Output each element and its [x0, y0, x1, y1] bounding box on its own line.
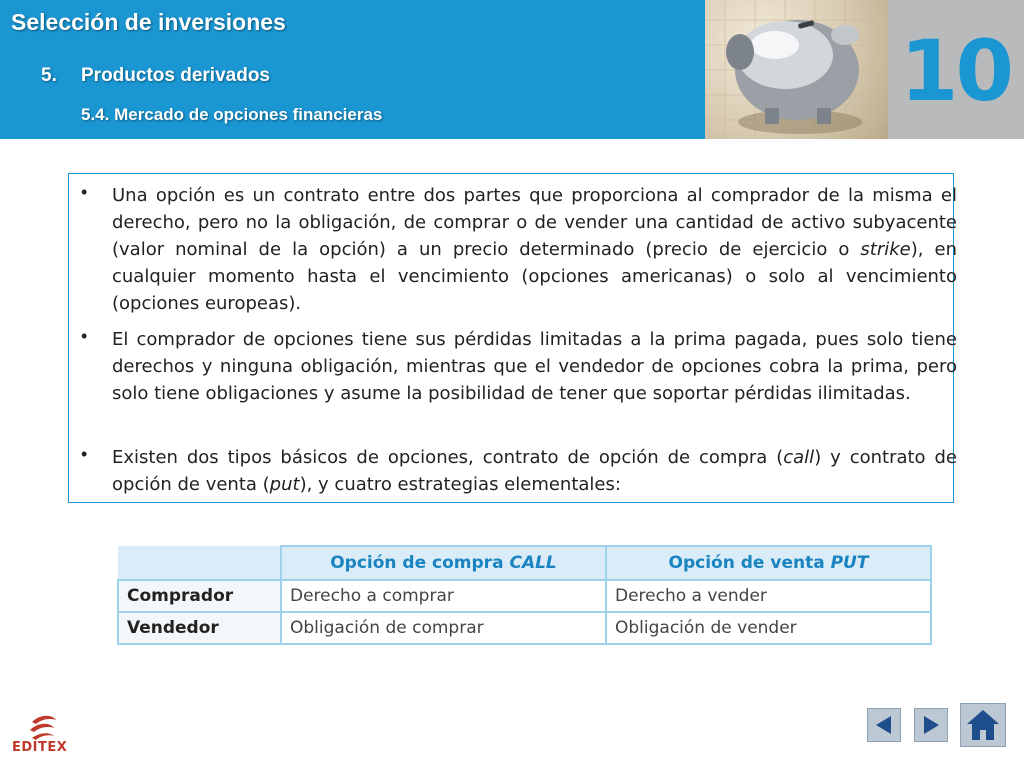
bullet-icon: •	[81, 444, 88, 464]
section-title: Productos derivados	[81, 65, 270, 86]
bullet-text: El comprador de opciones tiene sus pérdidas limitadas a la prima pagada, pues solo tiene derechos y ninguna obligación, mientras que el vendedor de opciones cobra la prima, pero solo tiene obligaciones y asume la posibilidad de tener que soportar pérdidas ilimitadas.	[112, 329, 957, 404]
chapter-number: 10	[900, 22, 1011, 120]
table-header-row	[118, 546, 931, 580]
options-table	[117, 545, 932, 645]
home-icon	[961, 704, 1005, 746]
header-banner	[0, 0, 705, 139]
table-cell: Derecho a vender	[606, 580, 931, 612]
table-cell: Obligación de comprar	[281, 612, 606, 644]
row-label-comprador: Comprador	[118, 580, 281, 612]
logo-text: EDITEX	[12, 740, 68, 755]
subsection-title: 5.4. Mercado de opciones financieras	[81, 105, 383, 124]
chapter-badge	[888, 0, 1024, 139]
row-label-vendedor: Vendedor	[118, 612, 281, 644]
table-cell: Derecho a comprar	[281, 580, 606, 612]
empty-header-cell	[118, 546, 281, 580]
table-cell: Obligación de vender	[606, 612, 931, 644]
home-button[interactable]	[960, 703, 1006, 747]
content-box	[68, 173, 957, 503]
table-row	[118, 612, 931, 644]
bullet-text: Existen dos tipos básicos de opciones, contrato de opción de compra (call) y contrato de opción de venta (put), y cuatro estrategias elementales:	[112, 447, 957, 495]
bullet-text: Una opción es un contrato entre dos partes que proporciona al comprador de la misma el derecho, pero no la obligación, de comprar o de vender una cantidad de activo subyacente (valor nominal de la opción) a un precio determinado (precio de ejercicio o strike), en cualquier momento hasta el vencimiento (opciones americanas) o solo al vencimiento (opciones europeas).	[112, 185, 957, 314]
page-title: Selección de inversiones	[11, 9, 286, 35]
table-row	[118, 580, 931, 612]
bullet-icon: •	[81, 182, 88, 202]
prev-arrow-icon	[868, 709, 900, 741]
bullet-icon: •	[81, 326, 88, 346]
next-slide-button[interactable]	[914, 708, 948, 742]
put-column-header: Opción de venta PUT	[606, 546, 931, 580]
call-column-header: Opción de compra CALL	[281, 546, 606, 580]
piggy-bank-image	[705, 0, 888, 139]
section-number: 5.	[41, 65, 57, 86]
previous-slide-button[interactable]	[867, 708, 901, 742]
next-arrow-icon	[915, 709, 947, 741]
